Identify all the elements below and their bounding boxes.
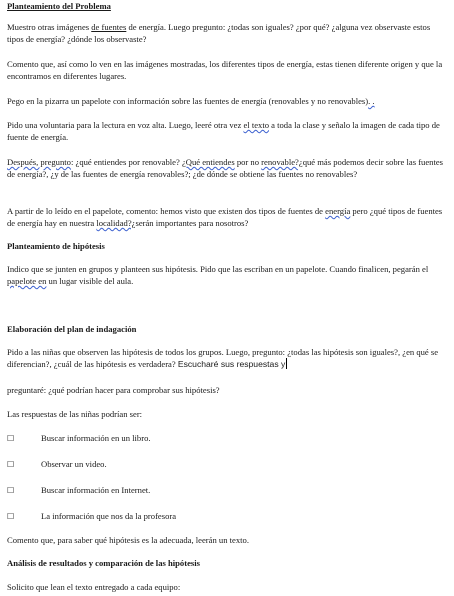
text-run: Escucharé sus respuestas y xyxy=(177,359,286,369)
paragraph-localidad xyxy=(7,205,447,229)
paragraph-texto-adecuado: Comento que, para saber qué hipótesis es la adecuada, leerán un texto. xyxy=(7,535,249,545)
text-run: Pego en la pizarra un papelote con información sobre las fuentes de energía (renovables y no renovables) xyxy=(7,96,369,106)
text-run-squiggle: energía xyxy=(325,206,351,216)
text-run-squiggle: . . xyxy=(368,96,375,106)
text-run: Pido a las niñas que observen las hipótesis de todos los grupos. Luego, pregunto: ¿todas las hipótesis son iguales?, ¿en qué se diferencian?, ¿cuál de las hipótesis es verdadera? xyxy=(7,347,439,369)
heading-planteamiento-hipotesis: Planteamiento de hipótesis xyxy=(7,241,105,251)
heading-plan-indagacion: Elaboración del plan de indagación xyxy=(7,324,137,334)
text-run: un lugar visible del aula. xyxy=(46,276,134,286)
text-run: de energía. Luego pregunto: ¿todas son iguales? ¿por qué? ¿alguna vez observaste estos tipos de energía? ¿dónde los observaste? xyxy=(7,22,431,44)
paragraph-imagenes xyxy=(7,21,447,45)
text-run: qué más podemos decir sobre las fuentes de energía?, ¿y de las fuentes de energía renovables?; ¿de dónde se obtiene las fuentes no renovables? xyxy=(7,157,444,179)
paragraph-grupos xyxy=(7,263,451,287)
paragraph-pregunta-comprobar: preguntaré: ¿qué podrían hacer para comprobar sus hipótesis? xyxy=(7,385,220,395)
paragraph-observar-hipotesis[interactable] xyxy=(7,346,447,370)
heading-analisis-resultados: Análisis de resultados y comparación de las hipótesis xyxy=(7,558,200,568)
heading-planteamiento-problema: Planteamiento del Problema xyxy=(7,1,111,11)
checkbox-bullet-icon: ☐ xyxy=(7,434,15,443)
text-run-squiggle: localidad?¿ xyxy=(96,218,136,228)
list-item xyxy=(7,458,107,471)
paragraph-preguntas-renovable xyxy=(7,156,447,180)
list-item-text: La información que nos da la profesora xyxy=(41,511,177,521)
text-run-squiggle: el texto xyxy=(243,120,270,130)
paragraph-papelote xyxy=(7,95,447,107)
list-item-text: Buscar información en un libro. xyxy=(41,433,151,443)
checkbox-bullet-icon: ☐ xyxy=(7,486,15,495)
paragraph-lectura xyxy=(7,119,447,143)
text-run-squiggle: renovable?¿ xyxy=(261,157,303,167)
checkbox-bullet-icon: ☐ xyxy=(7,512,15,521)
list-item-text: Buscar información en Internet. xyxy=(41,485,151,495)
text-cursor xyxy=(286,358,287,369)
text-run: pero ¿qué tipos de fuentes de energía hay en nuestra xyxy=(7,206,443,228)
checkbox-bullet-icon: ☐ xyxy=(7,460,15,469)
text-run: Indico que se junten en grupos y planteen sus hipótesis. Pido que las escriban en un papelote. Cuando finalicen, pegarán el xyxy=(7,264,429,274)
text-run: Muestro otras imágenes xyxy=(7,22,92,32)
text-run: A partir de lo leído en el papelote, comento: hemos visto que existen dos tipos de fuentes de xyxy=(7,206,326,216)
text-run: serán importantes para nosotros? xyxy=(135,218,249,228)
text-run-squiggle: Después, pregunto xyxy=(7,157,71,167)
paragraph-tipos-energia: Comento que, así como lo ven en las imágenes mostradas, los diferentes tipos de energía, estas tienen diferente origen y que la encontramos en diferentes lugares. xyxy=(7,59,443,81)
text-run-underlined: de fuentes xyxy=(91,22,127,32)
text-run: : ¿qué entiendes por renovable? xyxy=(70,157,182,167)
list-item xyxy=(7,432,151,445)
list-item xyxy=(7,510,176,523)
list-item xyxy=(7,484,150,497)
paragraph-solicito: Solicito que lean el texto entregado a cada equipo: xyxy=(7,582,181,592)
text-run: por no xyxy=(234,157,262,167)
text-run-squiggle: papelote en xyxy=(7,276,47,286)
list-item-text: Observar un video. xyxy=(41,459,107,469)
text-run: a toda la clase y señalo la imagen de cada tipo de fuente de energía. xyxy=(7,120,440,142)
text-run-squiggle: ¿Qué entiendes xyxy=(181,157,235,167)
text-run: Pido una voluntaria para la lectura en voz alta. Luego, leeré otra vez xyxy=(7,120,244,130)
paragraph-respuestas: Las respuestas de las niñas podrían ser: xyxy=(7,409,143,419)
